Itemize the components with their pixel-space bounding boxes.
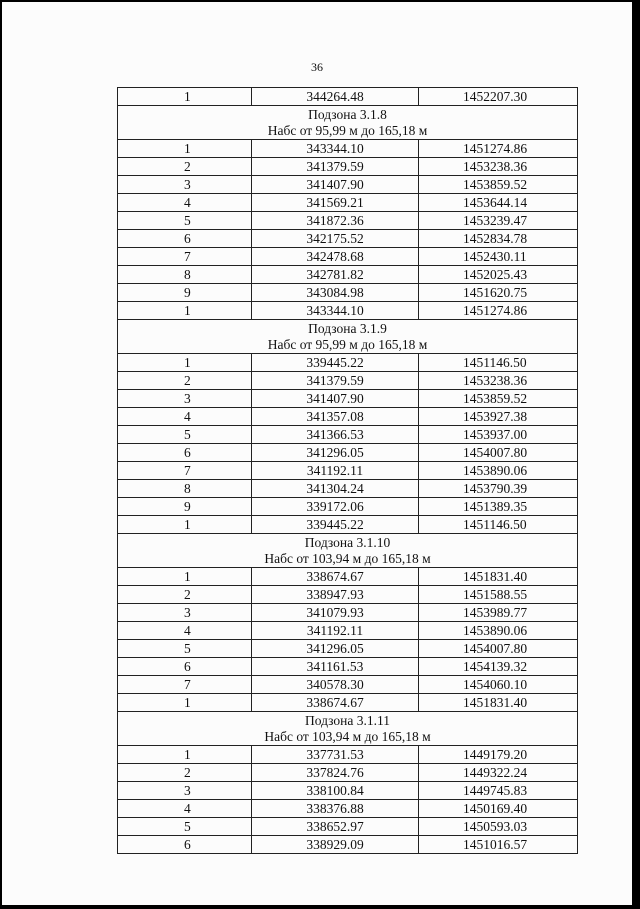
- table-row: [118, 516, 578, 534]
- coordinate-y: 1451831.40: [419, 694, 578, 712]
- point-number: 3: [118, 782, 252, 800]
- point-number: 1: [118, 88, 252, 106]
- point-number: 4: [118, 194, 252, 212]
- point-number: 1: [118, 568, 252, 586]
- point-number: 9: [118, 498, 252, 516]
- coordinate-y: 1452207.30: [419, 88, 578, 106]
- coordinate-x: 341192.11: [252, 462, 419, 480]
- coordinate-x: 341872.36: [252, 212, 419, 230]
- table-row: [118, 498, 578, 516]
- table-row: [118, 604, 578, 622]
- coordinate-x: 344264.48: [252, 88, 419, 106]
- point-number: 6: [118, 230, 252, 248]
- point-number: 2: [118, 764, 252, 782]
- point-number: 2: [118, 586, 252, 604]
- table-row: [118, 408, 578, 426]
- coordinate-y: 1453790.39: [419, 480, 578, 498]
- coordinate-y: 1454060.10: [419, 676, 578, 694]
- table-row: [118, 176, 578, 194]
- point-number: 6: [118, 658, 252, 676]
- coordinate-y: 1453239.47: [419, 212, 578, 230]
- coordinate-x: 338674.67: [252, 568, 419, 586]
- coordinate-y: 1451831.40: [419, 568, 578, 586]
- zone-header: [118, 534, 578, 568]
- coordinate-x: 343344.10: [252, 140, 419, 158]
- coordinate-y: 1453937.00: [419, 426, 578, 444]
- coordinate-y: 1451620.75: [419, 284, 578, 302]
- coordinate-x: 341569.21: [252, 194, 419, 212]
- point-number: 6: [118, 836, 252, 854]
- table-row: [118, 746, 578, 764]
- coordinate-y: 1451146.50: [419, 354, 578, 372]
- point-number: 4: [118, 800, 252, 818]
- coordinate-x: 341192.11: [252, 622, 419, 640]
- coordinate-x: 343344.10: [252, 302, 419, 320]
- coordinate-y: 1450593.03: [419, 818, 578, 836]
- table-row: [118, 230, 578, 248]
- coordinate-y: 1453927.38: [419, 408, 578, 426]
- table-row: [118, 764, 578, 782]
- zone-header-row: [118, 320, 578, 354]
- table-row: [118, 426, 578, 444]
- coordinates-table-body: [118, 88, 578, 854]
- coordinate-x: 341357.08: [252, 408, 419, 426]
- table-row: [118, 140, 578, 158]
- point-number: 4: [118, 408, 252, 426]
- coordinates-table: [117, 87, 578, 854]
- zone-header: [118, 712, 578, 746]
- coordinate-y: 1451588.55: [419, 586, 578, 604]
- coordinate-x: 339445.22: [252, 354, 419, 372]
- point-number: 1: [118, 302, 252, 320]
- coordinate-y: 1452834.78: [419, 230, 578, 248]
- coordinate-y: 1451274.86: [419, 302, 578, 320]
- coordinate-y: 1454007.80: [419, 640, 578, 658]
- point-number: 7: [118, 462, 252, 480]
- table-row: [118, 444, 578, 462]
- coordinate-y: 1451274.86: [419, 140, 578, 158]
- table-row: [118, 800, 578, 818]
- coordinate-x: 341379.59: [252, 372, 419, 390]
- table-row: [118, 694, 578, 712]
- table-row: [118, 390, 578, 408]
- coordinate-x: 341161.53: [252, 658, 419, 676]
- table-row: [118, 586, 578, 604]
- coordinate-y: 1454139.32: [419, 658, 578, 676]
- point-number: 2: [118, 372, 252, 390]
- coordinate-x: 341366.53: [252, 426, 419, 444]
- coordinate-x: 341296.05: [252, 444, 419, 462]
- coordinate-y: 1451146.50: [419, 516, 578, 534]
- point-number: 5: [118, 640, 252, 658]
- coordinate-y: 1449179.20: [419, 746, 578, 764]
- table-row: [118, 284, 578, 302]
- point-number: 8: [118, 266, 252, 284]
- coordinate-x: 338929.09: [252, 836, 419, 854]
- coordinate-y: 1452430.11: [419, 248, 578, 266]
- table-row: [118, 640, 578, 658]
- point-number: 3: [118, 390, 252, 408]
- zone-title: Подзона 3.1.8: [308, 106, 387, 122]
- coordinate-y: 1454007.80: [419, 444, 578, 462]
- table-row: [118, 836, 578, 854]
- table-row: [118, 782, 578, 800]
- zone-header-row: [118, 534, 578, 568]
- coordinate-y: 1453238.36: [419, 158, 578, 176]
- page-number: 36: [311, 60, 323, 74]
- coordinate-x: 341296.05: [252, 640, 419, 658]
- table-row: [118, 194, 578, 212]
- zone-height-range: Набс от 103,94 м до 165,18 м: [264, 728, 431, 744]
- zone-header: [118, 320, 578, 354]
- coordinate-x: 339445.22: [252, 516, 419, 534]
- point-number: 4: [118, 622, 252, 640]
- table-row: [118, 480, 578, 498]
- point-number: 3: [118, 176, 252, 194]
- point-number: 3: [118, 604, 252, 622]
- coordinate-x: 338947.93: [252, 586, 419, 604]
- table-row: [118, 676, 578, 694]
- coordinate-y: 1451016.57: [419, 836, 578, 854]
- point-number: 7: [118, 248, 252, 266]
- zone-height-range: Набс от 95,99 м до 165,18 м: [267, 336, 428, 352]
- point-number: 6: [118, 444, 252, 462]
- coordinate-x: 337824.76: [252, 764, 419, 782]
- coordinate-y: 1453238.36: [419, 372, 578, 390]
- point-number: 7: [118, 676, 252, 694]
- coordinate-y: 1449322.24: [419, 764, 578, 782]
- coordinate-x: 342478.68: [252, 248, 419, 266]
- coordinate-x: 341304.24: [252, 480, 419, 498]
- coordinate-y: 1453859.52: [419, 390, 578, 408]
- coordinate-x: 341407.90: [252, 390, 419, 408]
- coordinate-y: 1449745.83: [419, 782, 578, 800]
- coordinate-y: 1451389.35: [419, 498, 578, 516]
- coordinate-x: 338652.97: [252, 818, 419, 836]
- zone-title: Подзона 3.1.11: [305, 712, 390, 728]
- point-number: 5: [118, 818, 252, 836]
- coordinate-x: 341379.59: [252, 158, 419, 176]
- point-number: 1: [118, 516, 252, 534]
- point-number: 5: [118, 426, 252, 444]
- point-number: 1: [118, 746, 252, 764]
- table-row: [118, 266, 578, 284]
- point-number: 2: [118, 158, 252, 176]
- table-row: [118, 462, 578, 480]
- coordinate-x: 339172.06: [252, 498, 419, 516]
- coordinate-x: 337731.53: [252, 746, 419, 764]
- coordinate-x: 338100.84: [252, 782, 419, 800]
- coordinate-y: 1453989.77: [419, 604, 578, 622]
- zone-title: Подзона 3.1.9: [308, 320, 387, 336]
- zone-header: [118, 106, 578, 140]
- table-row: [118, 212, 578, 230]
- coordinate-y: 1453890.06: [419, 622, 578, 640]
- table-row: [118, 658, 578, 676]
- point-number: 9: [118, 284, 252, 302]
- table-row: [118, 818, 578, 836]
- zone-header-row: [118, 106, 578, 140]
- point-number: 1: [118, 354, 252, 372]
- point-number: 5: [118, 212, 252, 230]
- point-number: 1: [118, 694, 252, 712]
- coordinate-x: 342781.82: [252, 266, 419, 284]
- coordinate-y: 1453644.14: [419, 194, 578, 212]
- point-number: 1: [118, 140, 252, 158]
- coordinate-x: 338674.67: [252, 694, 419, 712]
- table-row: [118, 622, 578, 640]
- document-page: [2, 2, 632, 905]
- zone-height-range: Набс от 103,94 м до 165,18 м: [264, 550, 431, 566]
- table-row: [118, 302, 578, 320]
- table-row: [118, 88, 578, 106]
- table-row: [118, 158, 578, 176]
- table-row: [118, 248, 578, 266]
- coordinate-x: 343084.98: [252, 284, 419, 302]
- table-row: [118, 568, 578, 586]
- coordinate-x: 341079.93: [252, 604, 419, 622]
- coordinate-x: 341407.90: [252, 176, 419, 194]
- coordinate-y: 1450169.40: [419, 800, 578, 818]
- coordinate-x: 338376.88: [252, 800, 419, 818]
- coordinate-x: 340578.30: [252, 676, 419, 694]
- coordinate-x: 342175.52: [252, 230, 419, 248]
- table-row: [118, 372, 578, 390]
- coordinate-y: 1452025.43: [419, 266, 578, 284]
- zone-header-row: [118, 712, 578, 746]
- table-row: [118, 354, 578, 372]
- coordinate-y: 1453859.52: [419, 176, 578, 194]
- coordinate-y: 1453890.06: [419, 462, 578, 480]
- zone-title: Подзона 3.1.10: [304, 534, 391, 550]
- point-number: 8: [118, 480, 252, 498]
- zone-height-range: Набс от 95,99 м до 165,18 м: [267, 122, 428, 138]
